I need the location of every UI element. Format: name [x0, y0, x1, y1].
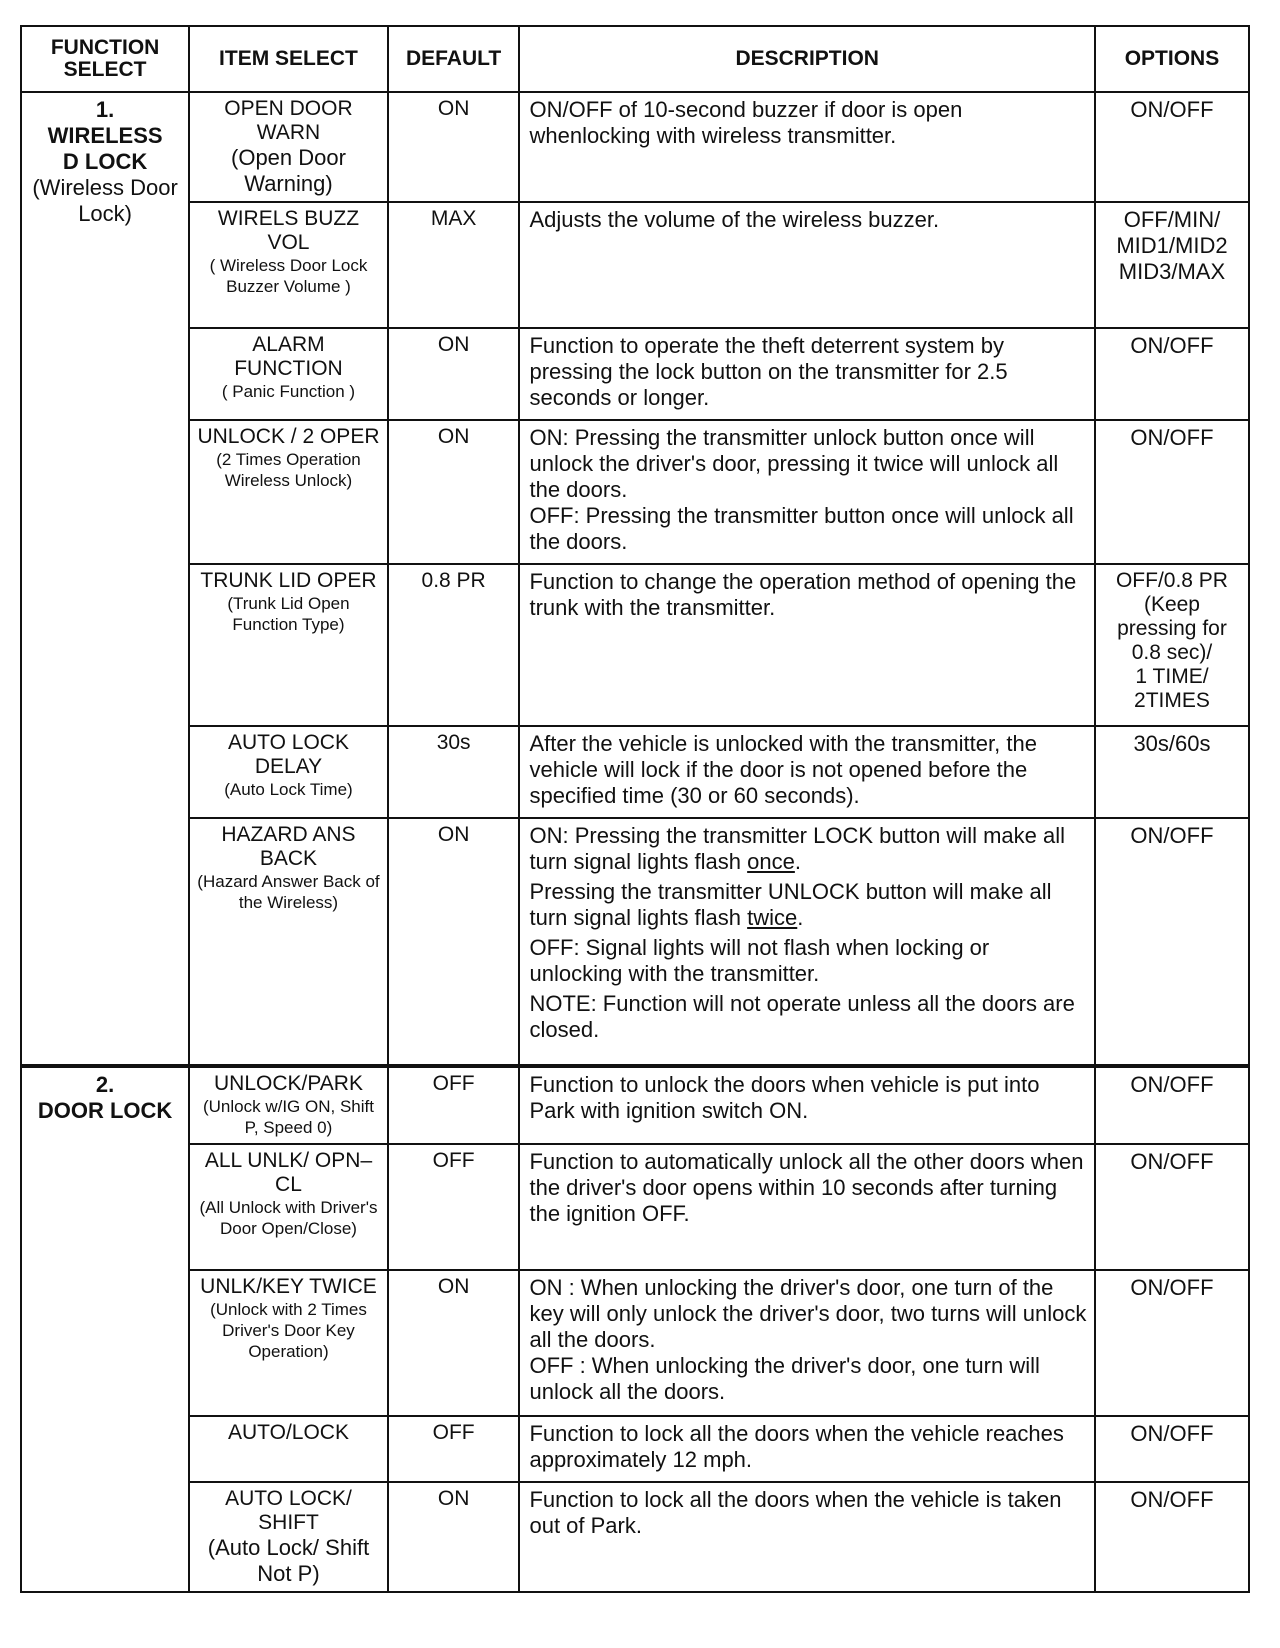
table-row [21, 420, 1249, 564]
options-value: ON/OFF [1095, 818, 1249, 1066]
table-row [21, 202, 1249, 328]
description-text: ON/OFF of 10-second buzzer if door is open whenlocking with wireless transmitter. [529, 97, 963, 148]
item-name: ALARM FUNCTION [234, 333, 343, 380]
description-cell [519, 1144, 1094, 1270]
item-full-name: (Unlock w/IG ON, Shift P, Speed 0) [202, 1097, 374, 1137]
header-default: DEFAULT [388, 26, 520, 92]
group-name-line: D LOCK [62, 149, 148, 174]
options-value: ON/OFF [1095, 92, 1249, 202]
item-name: HAZARD ANS BACK [221, 823, 356, 870]
item-cell [189, 1066, 388, 1144]
item-cell [189, 1144, 388, 1270]
description-text: Function to lock all the doors when the vehicle is taken out of Park. [529, 1487, 1062, 1538]
options-cell [1095, 202, 1249, 328]
item-cell [189, 420, 388, 564]
table-row [21, 564, 1249, 726]
table-row [21, 328, 1249, 420]
default-value: ON [388, 1482, 520, 1592]
description-cell [519, 564, 1094, 726]
group-number: 2. [95, 1072, 115, 1097]
table-row [21, 726, 1249, 818]
options-value: ON/OFF [1095, 1270, 1249, 1416]
item-cell [189, 92, 388, 202]
default-value: OFF [388, 1066, 520, 1144]
group-name-line: DOOR LOCK [37, 1098, 173, 1123]
item-name: UNLOCK / 2 OPER [197, 425, 380, 448]
description-text: Function to unlock the doors when vehicle is put into Park with ignition switch ON. [529, 1072, 1040, 1123]
description-text: Function to operate the theft deterrent system by pressing the lock button on the transmitter for 2.5 seconds or longer. [529, 333, 1008, 410]
description-text: Adjusts the volume of the wireless buzzer. [529, 207, 940, 232]
item-full-name: (Auto Lock Time) [224, 780, 353, 799]
options-value: ON/OFF [1095, 420, 1249, 564]
default-value: ON [388, 420, 520, 564]
header-description: DESCRIPTION [519, 26, 1094, 92]
description-text: After the vehicle is unlocked with the transmitter, the vehicle will lock if the door is not opened before the specified time (30 or 60 seconds). [529, 731, 1037, 808]
table-row [21, 818, 1249, 1066]
options-value: ON/OFF [1095, 1416, 1249, 1482]
default-value: ON [388, 92, 520, 202]
description-text: ON : When unlocking the driver's door, one turn of the key will only unlock the driver's door, two turns will unlock all the doors. [529, 1275, 1087, 1352]
options-value: 30s/60s [1095, 726, 1249, 818]
item-full-name: ( Panic Function ) [221, 382, 356, 401]
header-row [21, 26, 1249, 92]
options-value: ON/OFF [1095, 1066, 1249, 1144]
item-full-name: (Auto Lock/ Shift Not P) [207, 1535, 370, 1586]
default-value: ON [388, 818, 520, 1066]
options-value: ON/OFF [1095, 1482, 1249, 1592]
item-name: UNLK/KEY TWICE [200, 1275, 377, 1298]
description-text-part: ON: Pressing the transmitter LOCK button will make all turn signal lights flash [529, 823, 1065, 874]
item-name: TRUNK LID OPER [200, 569, 377, 592]
item-name: AUTO LOCK DELAY [227, 731, 349, 778]
item-full-name: (Trunk Lid Open Function Type) [227, 594, 350, 634]
item-name: UNLOCK/PARK [213, 1072, 363, 1095]
item-full-name: (All Unlock with Driver's Door Open/Close) [199, 1198, 378, 1238]
group-name-line: WIRELESS [47, 123, 163, 148]
description-cell [519, 1270, 1094, 1416]
header-options: OPTIONS [1095, 26, 1249, 92]
item-cell [189, 818, 388, 1066]
item-full-name: (Hazard Answer Back of the Wireless) [197, 872, 380, 912]
default-value: OFF [388, 1416, 520, 1482]
description-cell [519, 202, 1094, 328]
description-text: Function to lock all the doors when the vehicle reaches approximately 12 mph. [529, 1421, 1064, 1472]
description-text: Pressing the transmitter UNLOCK button will make all turn signal lights flash twice. [529, 879, 1052, 930]
default-value: MAX [388, 202, 520, 328]
item-name: ALL UNLK/ OPN–CL [204, 1149, 373, 1196]
description-text: Function to change the operation method of opening the trunk with the transmitter. [529, 569, 1077, 620]
default-value: 30s [388, 726, 520, 818]
emphasis-twice: twice [747, 905, 798, 930]
table-row [21, 1066, 1249, 1144]
options-value: ON/OFF [1095, 328, 1249, 420]
item-cell [189, 202, 388, 328]
header-item-select: ITEM SELECT [189, 26, 388, 92]
emphasis-once: once [747, 849, 795, 874]
function-group-wireless-door-lock [21, 92, 189, 1066]
description-cell [519, 1416, 1094, 1482]
description-cell [519, 420, 1094, 564]
item-name: AUTO/LOCK [227, 1421, 349, 1444]
item-cell [189, 1482, 388, 1592]
option-line: 2TIMES [1134, 689, 1210, 712]
default-value: ON [388, 328, 520, 420]
description-text: ON: Pressing the transmitter unlock button once will unlock the driver's door, pressing it twice will unlock all the doors. [529, 425, 1059, 502]
description-text-part: Pressing the transmitter UNLOCK button will make all turn signal lights flash [529, 879, 1052, 930]
item-full-name: (2 Times Operation Wireless Unlock) [216, 450, 361, 490]
option-line: MID1/MID2 [1116, 233, 1228, 258]
option-line: 1 TIME/ [1135, 665, 1209, 688]
description-text: Function to automatically unlock all the other doors when the driver's door opens within 10 seconds after turning the ignition OFF. [529, 1149, 1084, 1226]
description-text: OFF: Pressing the transmitter button once will unlock all the doors. [529, 503, 1074, 554]
default-value: ON [388, 1270, 520, 1416]
item-cell [189, 328, 388, 420]
item-cell [189, 1416, 388, 1482]
group-number: 1. [95, 97, 115, 122]
table-row [21, 92, 1249, 202]
description-cell [519, 328, 1094, 420]
table-row [21, 1270, 1249, 1416]
description-text: OFF: Signal lights will not flash when locking or unlocking with the transmitter. [529, 935, 990, 986]
item-name: AUTO LOCK/ SHIFT [225, 1487, 352, 1534]
description-cell [519, 1066, 1094, 1144]
group-subtitle: (Wireless Door Lock) [32, 175, 178, 226]
description-note: NOTE: Function will not operate unless all the doors are closed. [529, 991, 1075, 1042]
description-text: OFF : When unlocking the driver's door, one turn will unlock all the doors. [529, 1353, 1040, 1404]
table-row [21, 1482, 1249, 1592]
item-name: WIRELS BUZZ VOL [217, 207, 360, 254]
table-row [21, 1144, 1249, 1270]
item-full-name: ( Wireless Door Lock Buzzer Volume ) [209, 256, 368, 296]
options-value: ON/OFF [1095, 1144, 1249, 1270]
description-cell [519, 818, 1094, 1066]
settings-table [20, 25, 1250, 1593]
table-row [21, 1416, 1249, 1482]
description-text: ON: Pressing the transmitter LOCK button will make all turn signal lights flash once. [529, 823, 1065, 874]
option-line: pressing for [1117, 617, 1227, 640]
option-line: OFF/0.8 PR [1115, 569, 1228, 592]
option-line: 0.8 sec)/ [1131, 641, 1213, 664]
description-cell [519, 1482, 1094, 1592]
item-full-name: (Unlock with 2 Times Driver's Door Key Operation) [210, 1300, 367, 1361]
default-value: OFF [388, 1144, 520, 1270]
item-cell [189, 1270, 388, 1416]
header-function-select: FUNCTION SELECT [21, 26, 189, 92]
option-line: OFF/MIN/ [1123, 207, 1221, 232]
item-full-name: (Open Door Warning) [231, 145, 346, 196]
item-cell [189, 726, 388, 818]
options-cell [1095, 564, 1249, 726]
option-line: MID3/MAX [1118, 259, 1226, 284]
function-group-door-lock [21, 1066, 189, 1592]
option-line: (Keep [1143, 593, 1200, 616]
item-name: OPEN DOOR WARN [224, 97, 353, 144]
item-cell [189, 564, 388, 726]
description-cell [519, 92, 1094, 202]
description-cell [519, 726, 1094, 818]
default-value: 0.8 PR [388, 564, 520, 726]
